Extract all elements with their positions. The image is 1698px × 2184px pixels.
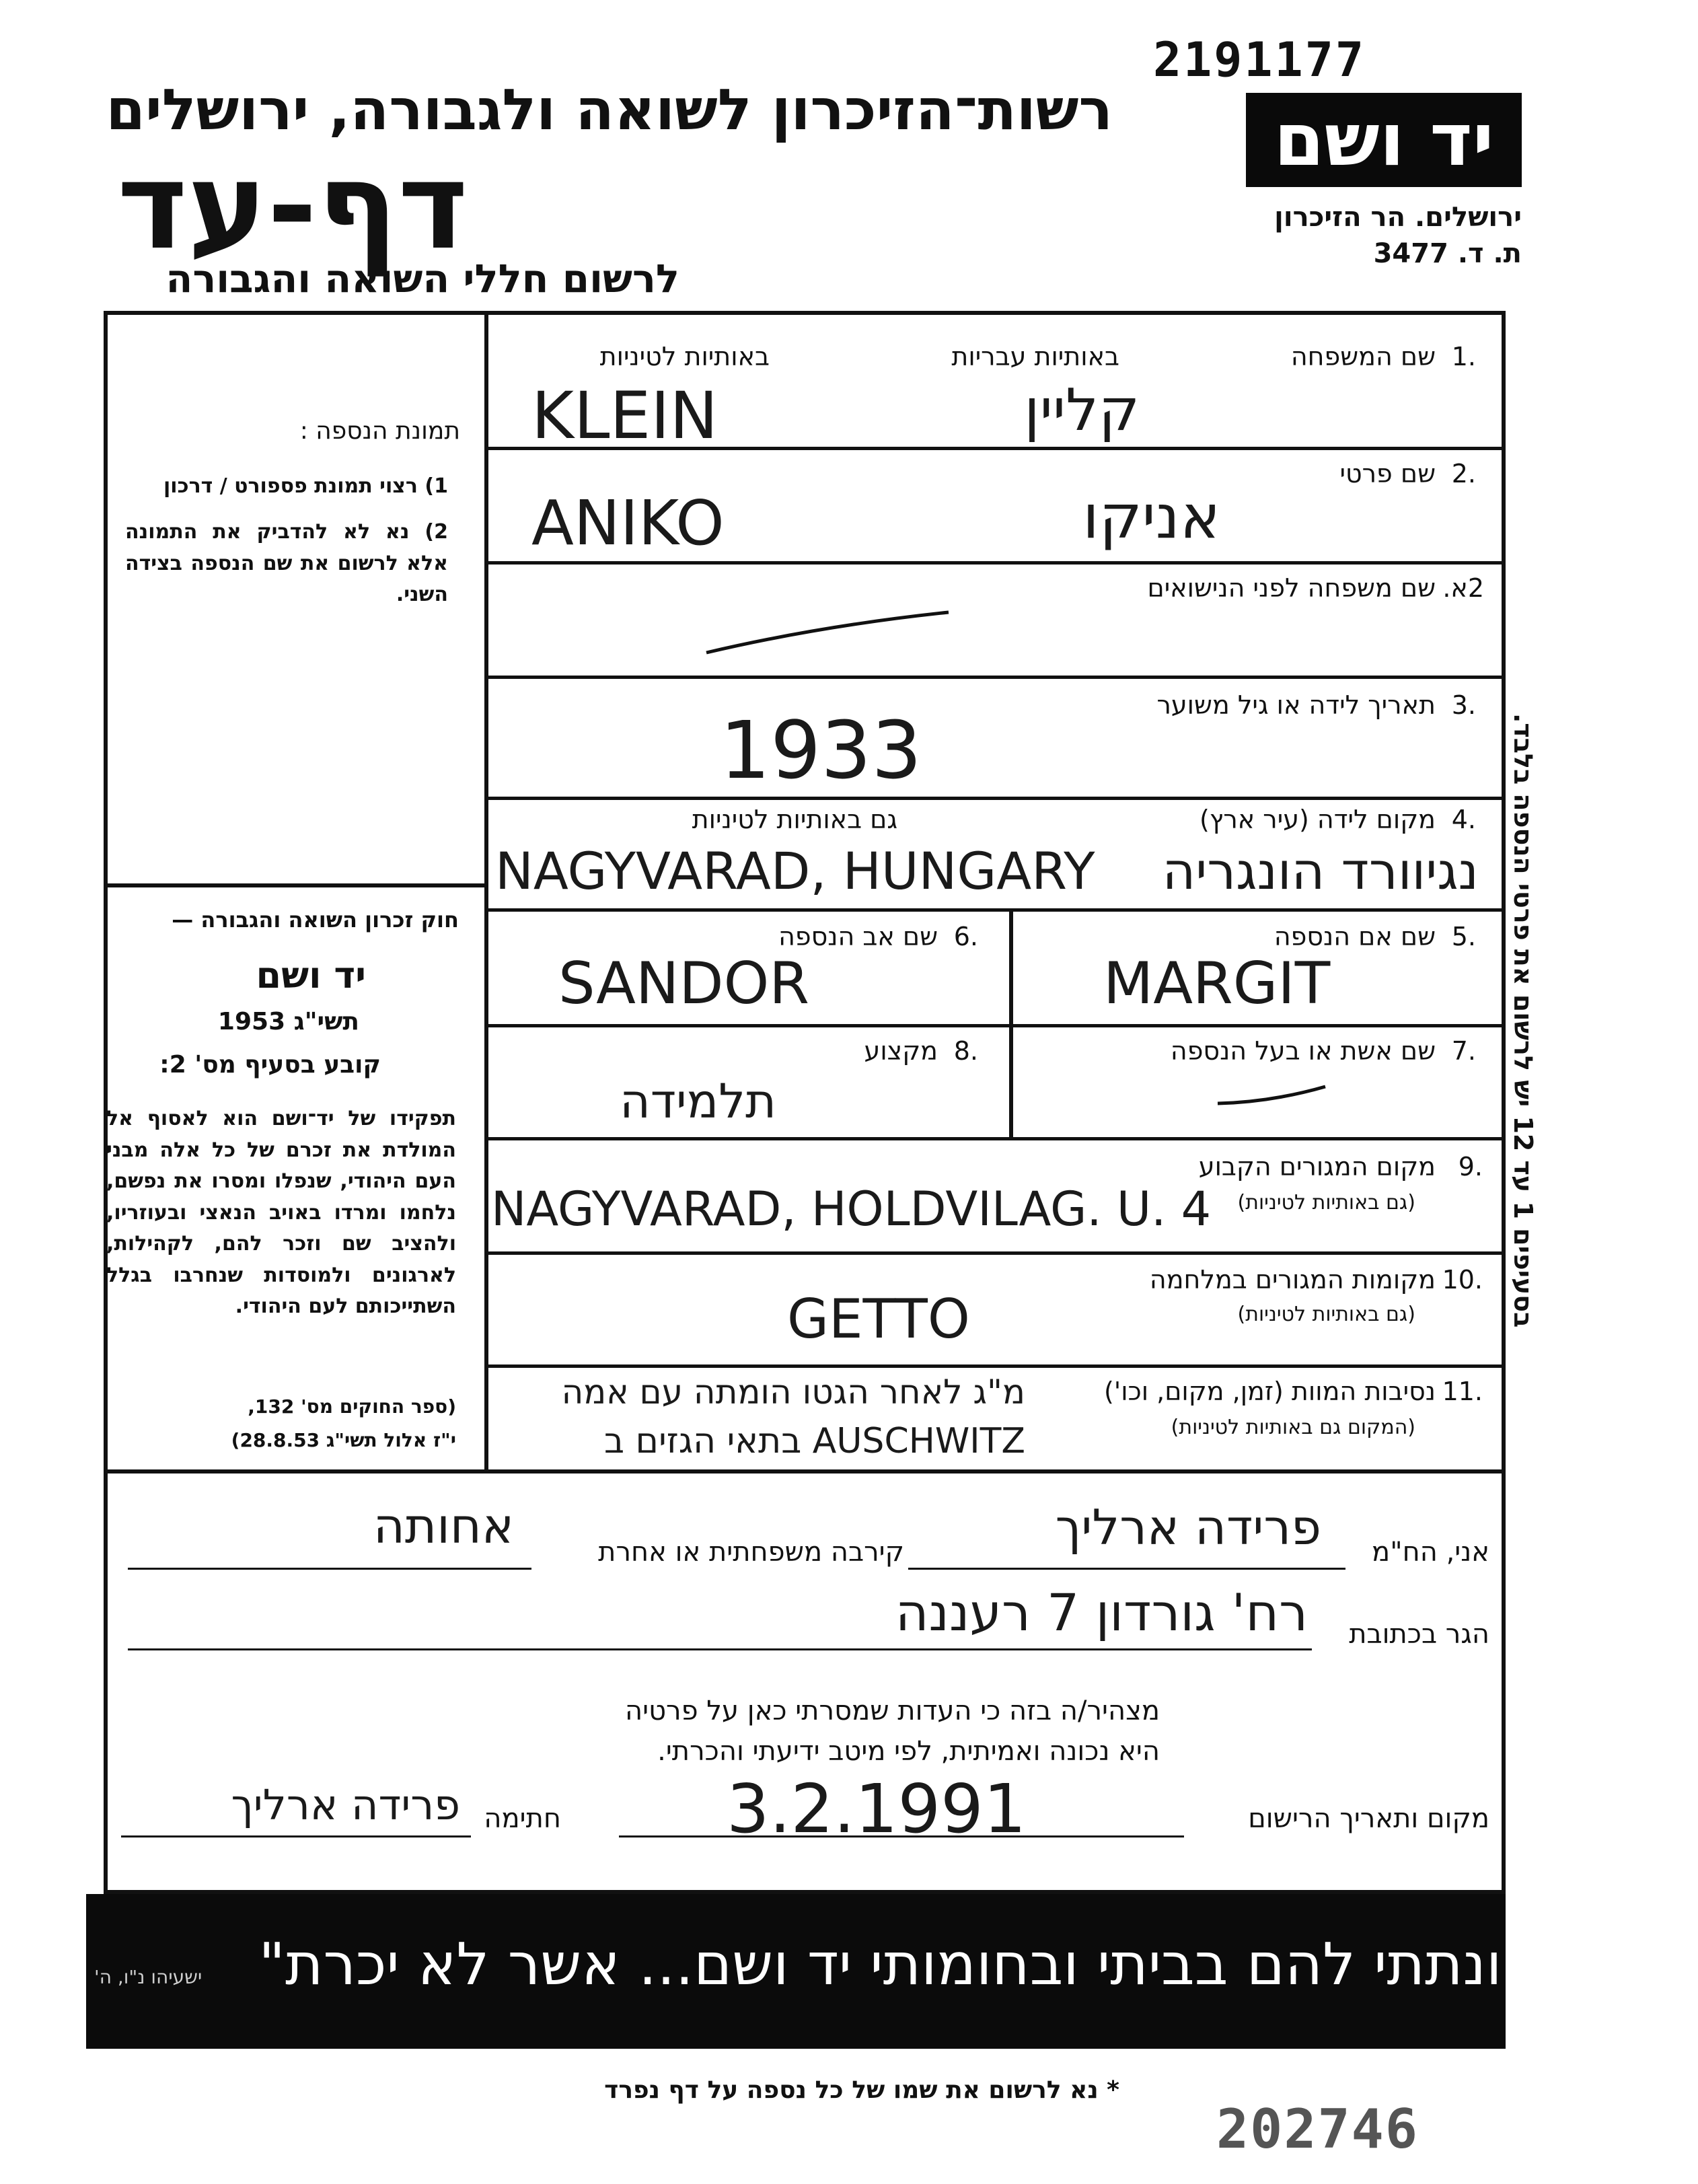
field-8-number: 8. — [953, 1036, 978, 1066]
field-separator — [1009, 908, 1013, 1137]
field-6-value[interactable]: SANDOR — [558, 950, 810, 1017]
logo-address: ירושלים. הר הזיכרון — [1274, 202, 1522, 233]
field-11-line-2[interactable]: AUSCHWITZ בתאי הגזים ב — [603, 1421, 1025, 1461]
field-1-label: שם המשפחה — [1290, 342, 1436, 371]
relation-line — [128, 1568, 531, 1570]
left-column-divider — [104, 883, 484, 887]
field-9-sub: (גם באותיות לטיניות) — [1237, 1191, 1415, 1214]
field-5-value[interactable]: MARGIT — [1103, 950, 1331, 1017]
law-title: חוק זכרון השואה והגבורה — — [172, 907, 459, 933]
field-1-latin-value[interactable]: KLEIN — [531, 378, 718, 453]
field-9-label: מקום המגורים הקבוע — [1198, 1152, 1436, 1181]
relation-value[interactable]: אחותה — [373, 1498, 514, 1554]
field-8-value[interactable]: תלמידה — [620, 1074, 776, 1129]
field-7-blank-stroke — [1211, 1077, 1332, 1117]
field-8-label: מקצוע — [864, 1036, 938, 1066]
field-9-value[interactable]: NAGYVARAD, HOLDVILAG. U. 4 — [491, 1181, 1212, 1237]
statement-line-2: היא נכונה ואמיתית, לפי מיטב ידיעתי והכרתי. — [657, 1736, 1160, 1767]
field-4-label: מקום לידה (עיר ארץ) — [1199, 805, 1436, 834]
law-clause: קובע בסעיף מס' 2: — [159, 1051, 381, 1079]
field-1-hebrew-header: באותיות עבריות — [951, 342, 1119, 371]
quote-text: "...ונתתי להם בביתי ובחומותי יד ושם... אשר לא יכרת" — [258, 1931, 1584, 1998]
field-3-label: תאריך לידה או גיל משוער — [1156, 690, 1436, 720]
address-label: הגר בכתובת — [1349, 1619, 1489, 1650]
field-4-number: 4. — [1451, 805, 1476, 834]
field-2-hebrew-value[interactable]: אניקו — [1082, 482, 1220, 552]
field-6-number: 6. — [953, 922, 978, 951]
page-subtitle: לרשום חללי השואה והגבורה — [165, 256, 679, 301]
field-4-hebrew-value[interactable]: נגיוורד הונגריה — [1162, 841, 1479, 901]
field-5-label: שם אם הנספה — [1274, 922, 1436, 951]
row-divider — [104, 1469, 1506, 1473]
declarant-label: אני, הח"מ — [1372, 1537, 1489, 1568]
field-1-hebrew-value[interactable]: קליין — [1024, 377, 1140, 444]
column-divider — [484, 311, 488, 1469]
side-note: בסעיפים 1 עד 12 יש לרשום את פרטי הנספה בלבד. — [1508, 713, 1538, 1328]
law-year: תשי"ג 1953 — [217, 1008, 359, 1035]
quote-reference: ישעיהו נ"ו, ה' — [94, 1966, 202, 1988]
field-10-sub: (גם באותיות לטיניות) — [1237, 1303, 1415, 1326]
law-date: י"ז אלול תשי"ג 28.8.53) — [231, 1429, 456, 1451]
photo-note-2: 2) נא לא להדביק את התמונה אלא לרשום את שם הנספה בצידה השני. — [125, 520, 448, 606]
field-6-label: שם אב הנספה — [778, 922, 938, 951]
law-ref: (ספר החוקים מס' 132, — [248, 1395, 456, 1418]
organization-name: רשות־הזיכרון לשואה ולגבורה, ירושלים — [106, 77, 1113, 143]
field-11-line-1[interactable]: מ"ג לאחר הגטו הומתה עם אמה — [561, 1373, 1025, 1412]
field-7-label: שם אשת או בעל הנספה — [1170, 1036, 1436, 1066]
field-4-latin-value[interactable]: NAGYVARAD, HUNGARY — [495, 841, 1095, 901]
field-4-latin-header: גם באותיות לטיניות — [692, 805, 897, 834]
field-7-number: 7. — [1451, 1036, 1476, 1066]
field-3-value[interactable]: 1933 — [720, 704, 922, 797]
row-divider — [488, 676, 1506, 679]
field-11-label: נסיבות המוות (זמן, מקום, וכו') — [1103, 1377, 1436, 1406]
field-10-label: מקומות המגורים במלחמה — [1149, 1265, 1436, 1295]
row-divider — [488, 1137, 1506, 1140]
declarant-line — [908, 1568, 1345, 1570]
row-divider — [488, 797, 1506, 800]
declarant-name[interactable]: פרידה ארליך — [1055, 1499, 1321, 1556]
row-divider — [488, 1251, 1506, 1255]
photo-note-1: 1) רצוי תמונת פספורט / דרכון — [163, 474, 448, 498]
field-11-number: 11. — [1442, 1377, 1483, 1406]
signature-line — [121, 1835, 471, 1837]
law-name: יד ושם — [256, 954, 366, 996]
signature-label: חתימה — [484, 1803, 561, 1834]
address-line — [128, 1648, 1312, 1650]
logo-pob: ת. ד. 3477 — [1373, 238, 1522, 269]
law-text: תפקידו של יד־ושם הוא לאסוף אל המולדת את זכרם של כל אלה מבני העם היהודי, שנפלו ומסרו את נפשם, נלחמו ומרדו באויב הנאצי ובעוזריו, ולהציב שם וזכר להם, לקהילות, לארגונים ולמוסדות שנחרבו בגלל השתייכותם לעם היהודי. — [106, 1107, 456, 1318]
place-date-value[interactable]: 3.2.1991 — [727, 1770, 1027, 1848]
page-title: דף-עד — [117, 137, 468, 276]
row-divider — [488, 1364, 1506, 1368]
footer-note: * נא לרשום את שמו של כל נספה על דף נפרד — [604, 2076, 1119, 2104]
field-1-number: 1. — [1451, 342, 1476, 371]
relation-label: קירבה משפחתית או אחרת — [598, 1537, 904, 1568]
form-serial-number: 2191177 — [1152, 32, 1366, 87]
field-2-label: שם פרטי — [1339, 459, 1436, 488]
field-10-value[interactable]: GETTO — [787, 1288, 970, 1350]
logo-text: יד ושם — [1274, 98, 1494, 182]
field-2a-label: שם משפחה לפני הנישואים — [1147, 573, 1436, 603]
field-2a-blank-stroke — [700, 606, 955, 659]
row-divider — [488, 908, 1506, 912]
field-5-number: 5. — [1451, 922, 1476, 951]
field-11-sub: (המקום גם באותיות לטיניות) — [1171, 1416, 1415, 1439]
footer-stamp-number: 202746 — [1216, 2098, 1419, 2160]
photo-title: תמונת הנספה : — [299, 417, 460, 445]
row-divider — [488, 1024, 1506, 1027]
place-date-label: מקום ותאריך הרישום — [1248, 1803, 1489, 1834]
yad-vashem-logo — [1246, 93, 1522, 187]
field-10-number: 10. — [1442, 1265, 1483, 1295]
field-9-number: 9. — [1458, 1152, 1483, 1181]
field-2-number: 2. — [1451, 459, 1476, 488]
field-2-latin-value[interactable]: ANIKO — [531, 487, 725, 559]
field-3-number: 3. — [1451, 690, 1476, 720]
statement-line-1: מצהיר/ה בזה כי העדות שמסרתי כאן על פרטיה — [625, 1696, 1160, 1726]
field-1-latin-header: באותיות לטיניות — [599, 342, 770, 371]
row-divider — [488, 561, 1506, 565]
signature-value[interactable]: פרידה ארליך — [231, 1780, 460, 1829]
field-2a-number: 2א. — [1442, 573, 1484, 603]
address-value[interactable]: רח' גורדון 7 רעננה — [895, 1582, 1308, 1642]
